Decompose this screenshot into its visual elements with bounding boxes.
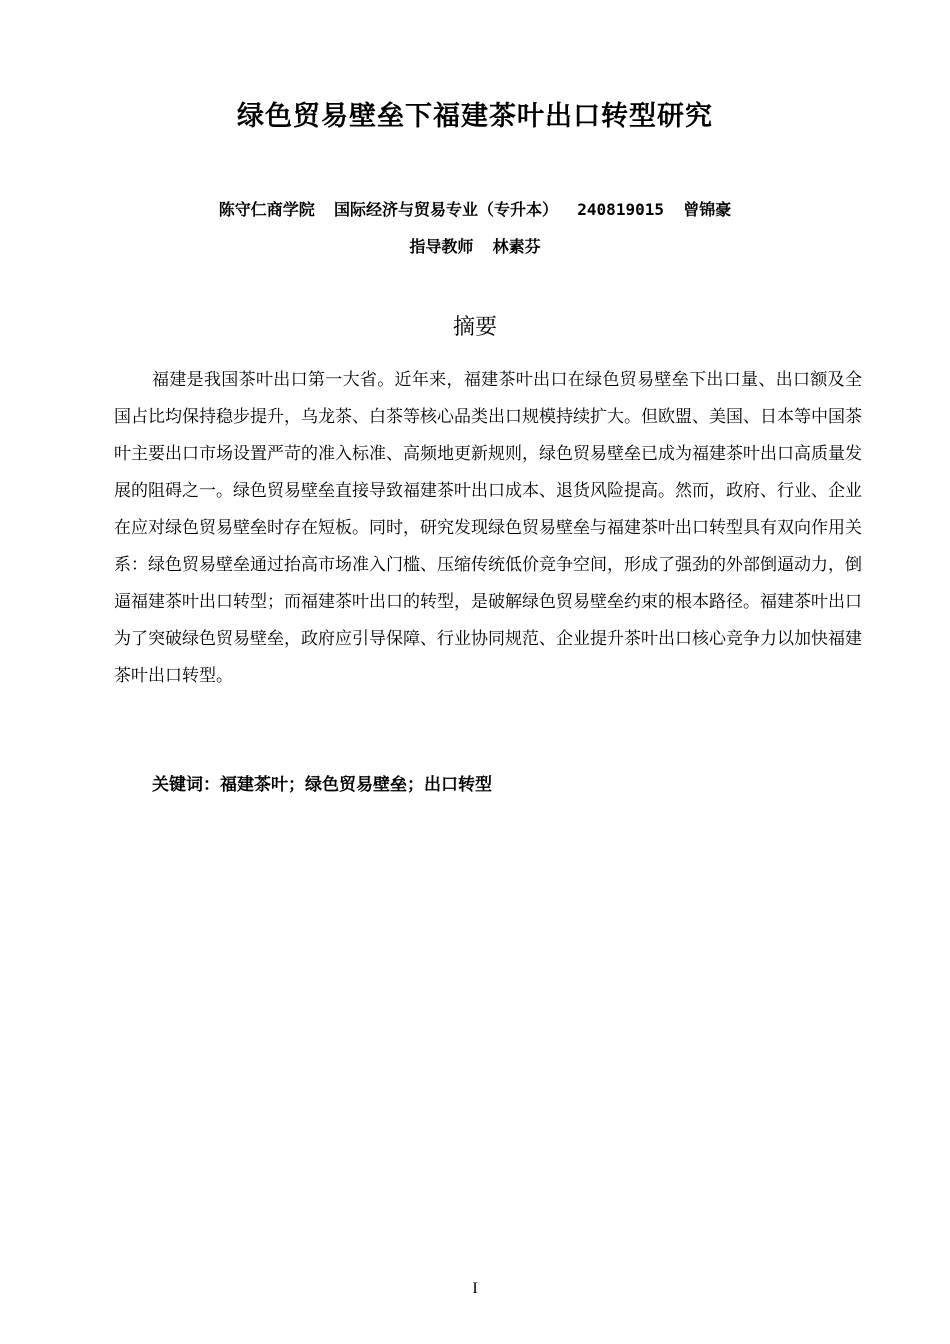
advisor-info-line: 指导教师 林素芬 (409, 237, 541, 256)
abstract-body: 福建是我国茶叶出口第一大省。近年来，福建茶叶出口在绿色贸易壁垒下出口量、出口额及全国占比均保持稳步提升，乌龙茶、白茶等核心品类出口规模持续扩大。但欧盟、美国、日本等中国茶叶主要出口市场设置严苛的准入标准、高频地更新规则，绿色贸易壁垒已成为福建茶叶出口高质量发展的阻碍之一。绿色贸易壁垒直接导致福建茶叶出口成本、退货风险提高。然而，政府、行业、企业在应对绿色贸易壁垒时存在短板。同时，研究发现绿色贸易壁垒与福建茶叶出口转型具有双向作用关系：绿色贸易壁垒通过抬高市场准入门槛、压缩传统低价竞争空间，形成了强劲的外部倒逼动力，倒逼福建茶叶出口转型；而福建茶叶出口的转型，是破解绿色贸易壁垒约束的根本路径。福建茶叶出口为了突破绿色贸易壁垒，政府应引导保障、行业协同规范、企业提升茶叶出口核心竞争力以加快福建茶叶出口转型。 (114, 370, 862, 686)
abstract-heading: 摘要 (452, 315, 497, 340)
paper-title: 绿色贸易壁垒下福建茶叶出口转型研究 (237, 101, 713, 132)
page-number: I (472, 1280, 478, 1297)
keywords-line: 关键词：福建茶叶；绿色贸易壁垒；出口转型 (152, 775, 492, 795)
author-info-line: 陈守仁商学院 国际经济与贸易专业（专升本） 240819015 曾锦豪 (218, 200, 732, 219)
